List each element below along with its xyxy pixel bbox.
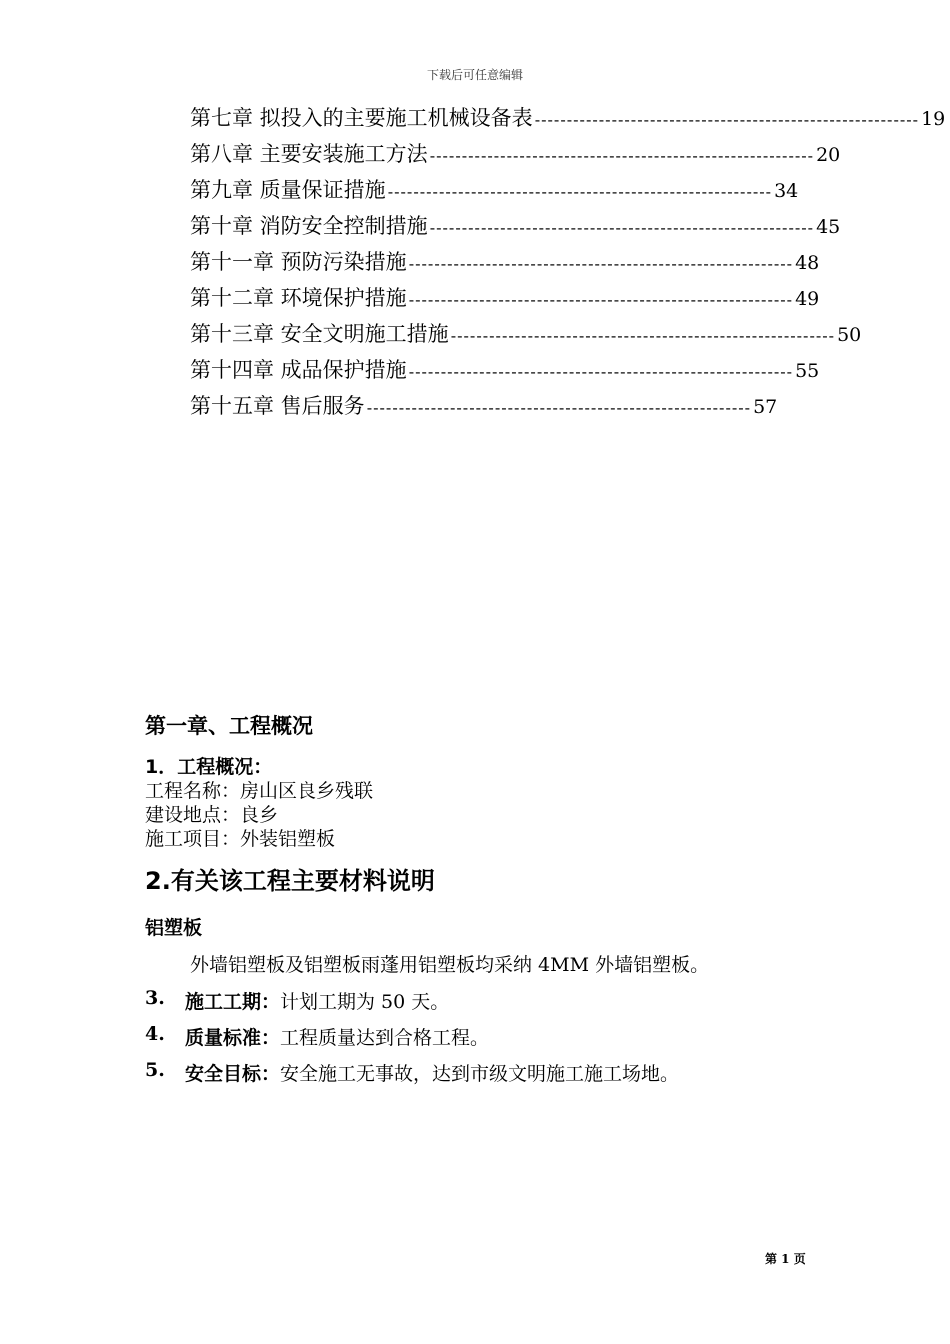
item-text: 计划工期为 50 天。 xyxy=(280,991,450,1013)
section-title-overview: 1．工程概况： xyxy=(145,756,273,778)
toc-leader: ------------------------------------------------------------ xyxy=(534,110,920,129)
toc-leader: ------------------------------------------------------------ xyxy=(387,182,773,201)
page-header: 下载后可任意编辑 xyxy=(426,68,523,82)
toc-leader: ------------------------------------------------------------ xyxy=(429,218,815,237)
item-number: 5. xyxy=(145,1059,165,1081)
chapter-title: 第一章、工程概况 xyxy=(145,714,313,738)
toc-entry-page: 19 xyxy=(921,108,946,130)
toc-leader: ------------------------------------------------------------ xyxy=(408,290,794,309)
project-item: 施工项目：外装铝塑板 xyxy=(145,828,336,850)
toc-entry-page: 57 xyxy=(753,396,778,418)
numbered-item-safety xyxy=(145,1059,679,1086)
toc-entry-label: 第十一章 预防污染措施 xyxy=(190,250,407,274)
toc-entry-label: 第七章 拟投入的主要施工机械设备表 xyxy=(190,106,533,130)
toc-entry xyxy=(190,172,799,208)
toc-entry xyxy=(190,244,820,280)
toc-leader: ------------------------------------------------------------ xyxy=(408,254,794,273)
material-description: 外墙铝塑板及铝塑板雨蓬用铝塑板均采纳 4MM 外墙铝塑板。 xyxy=(190,954,710,976)
toc-entry xyxy=(190,280,820,316)
toc-entry-label: 第十二章 环境保护措施 xyxy=(190,286,407,310)
toc-leader: ------------------------------------------------------------ xyxy=(366,398,752,417)
toc-entry-label: 第十五章 售后服务 xyxy=(190,394,365,418)
toc-entry xyxy=(190,100,946,136)
toc-entry-page: 45 xyxy=(816,216,841,238)
item-label: 安全目标： xyxy=(185,1063,281,1085)
item-text: 工程质量达到合格工程。 xyxy=(280,1027,490,1049)
item-number: 3. xyxy=(145,987,165,1009)
table-of-contents xyxy=(190,100,946,424)
toc-entry-page: 34 xyxy=(774,180,799,202)
toc-entry xyxy=(190,208,841,244)
toc-entry xyxy=(190,316,862,352)
toc-entry-page: 55 xyxy=(795,360,820,382)
numbered-item-duration xyxy=(145,987,449,1014)
item-text: 安全施工无事故，达到市级文明施工施工场地。 xyxy=(280,1063,680,1085)
toc-entry-page: 50 xyxy=(837,324,862,346)
toc-leader: ------------------------------------------------------------ xyxy=(408,362,794,381)
toc-leader: ------------------------------------------------------------ xyxy=(429,146,815,165)
toc-entry-label: 第十章 消防安全控制措施 xyxy=(190,214,428,238)
project-location: 建设地点：良乡 xyxy=(145,804,279,826)
toc-entry-label: 第十三章 安全文明施工措施 xyxy=(190,322,449,346)
material-title: 铝塑板 xyxy=(145,917,203,939)
toc-entry-page: 48 xyxy=(795,252,820,274)
numbered-item-quality xyxy=(145,1023,489,1050)
page-number: 第 1 页 xyxy=(765,1252,806,1266)
toc-entry-label: 第九章 质量保证措施 xyxy=(190,178,386,202)
toc-entry-label: 第十四章 成品保护措施 xyxy=(190,358,407,382)
toc-entry-page: 49 xyxy=(795,288,820,310)
item-label: 质量标准： xyxy=(185,1027,281,1049)
item-number: 4. xyxy=(145,1023,165,1045)
toc-entry xyxy=(190,136,841,172)
toc-entry xyxy=(190,388,778,424)
toc-entry-page: 20 xyxy=(816,144,841,166)
section-title-materials: 2.有关该工程主要材料说明 xyxy=(145,867,435,895)
item-label: 施工工期： xyxy=(185,991,281,1013)
toc-entry xyxy=(190,352,820,388)
toc-entry-label: 第八章 主要安装施工方法 xyxy=(190,142,428,166)
toc-leader: ------------------------------------------------------------ xyxy=(450,326,836,345)
project-name: 工程名称：房山区良乡残联 xyxy=(145,780,374,802)
